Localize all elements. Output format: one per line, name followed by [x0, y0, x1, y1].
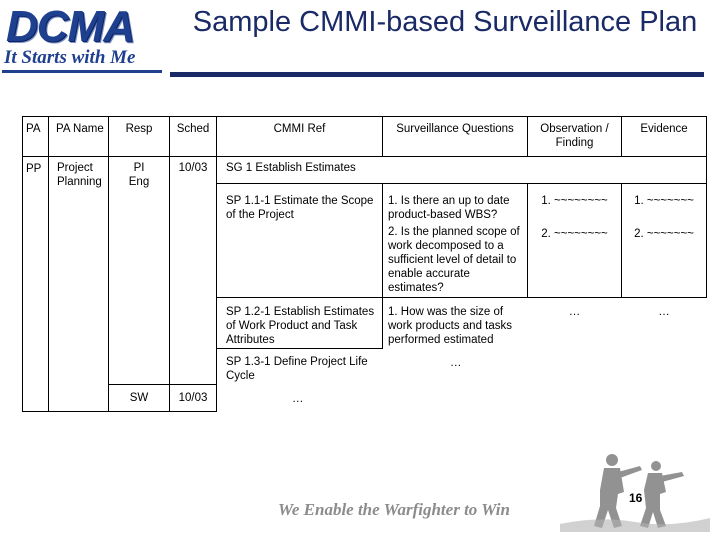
header-cmmi-ref: CMMI Ref [273, 123, 326, 135]
page-number: 16 [629, 491, 643, 505]
cell-sched-2: 10/03 [178, 392, 208, 404]
logo-wordmark: DCMA [6, 2, 134, 51]
sw-row-divider [108, 384, 216, 385]
header-sched: Sched [176, 123, 210, 135]
sp1-row-divider [216, 297, 707, 298]
cell-pa-name: Project Planning [57, 162, 102, 188]
cell-sp2-ref: SP 1.2-1 Establish Estimates of Work Product and Task Attributes [226, 306, 375, 346]
cell-sp1-observation-1: 1. ~~~~~~~~ [541, 195, 608, 207]
slide-title: Sample CMMI-based Surveillance Plan [192, 6, 698, 38]
header-pa-name: PA Name [56, 123, 104, 135]
table-border-top [22, 116, 707, 117]
col-divider-pa-name [108, 116, 109, 412]
table-border-right [706, 116, 707, 298]
table-border-left [22, 116, 23, 412]
sg-row-divider [216, 183, 707, 184]
dcma-logo [2, 2, 172, 72]
table-border-bottom [22, 411, 216, 412]
footer-slogan: We Enable the Warfighter to Win [278, 500, 510, 519]
logo-tagline: It Starts with Me [4, 47, 136, 68]
cell-sp1-ref: SP 1.1-1 Estimate the Scope of the Project [226, 195, 374, 221]
cell-specific-goal: SG 1 Establish Estimates [226, 162, 356, 174]
col-divider-pa [48, 116, 49, 412]
cell-sp1-observation-2: 2. ~~~~~~~~ [541, 228, 608, 240]
header-resp: Resp [125, 123, 153, 135]
title-divider [170, 72, 704, 77]
cell-sp1-question-2: 2. Is the planned scope of work decomposed to a sufficient level of detail to enable accurate estimates? [388, 226, 520, 294]
cell-sp1-evidence-1: 1. ~~~~~~~ [634, 195, 694, 207]
cell-sp1-evidence-2: 2. ~~~~~~~ [634, 228, 694, 240]
col-divider-sched [216, 116, 217, 412]
col-divider-cmmi-sp [382, 183, 383, 349]
surveillance-plan-table [22, 116, 707, 412]
header-evidence: Evidence [640, 123, 688, 135]
sp2-row-divider [216, 348, 382, 349]
cell-resp-sw: SW [129, 392, 149, 404]
header-pa: PA [26, 123, 41, 135]
cell-sp3-question: … [450, 357, 462, 369]
header-observation-finding: Observation / Finding [540, 123, 609, 149]
cell-sw-ref: … [292, 393, 304, 405]
cell-sp1-question-1: 1. Is there an up to date product-based WBS? [388, 195, 510, 221]
cell-sp2-observation: … [568, 306, 581, 318]
cell-sp2-evidence: … [658, 306, 670, 318]
logo-underline [2, 70, 162, 73]
cell-sched-1: 10/03 [178, 162, 208, 174]
footer [0, 440, 720, 540]
cell-sp3-ref: SP 1.3-1 Define Project Life Cycle [226, 356, 368, 382]
cell-pa: PP [26, 163, 42, 175]
soldiers-silhouette-icon [560, 446, 710, 532]
cell-resp-pi-eng: PI Eng [128, 162, 150, 188]
header-row-divider [22, 156, 707, 157]
cell-sp2-question: 1. How was the size of work products and tasks performed estimated [388, 306, 513, 346]
header-surveillance-questions: Surveillance Questions [396, 123, 514, 135]
